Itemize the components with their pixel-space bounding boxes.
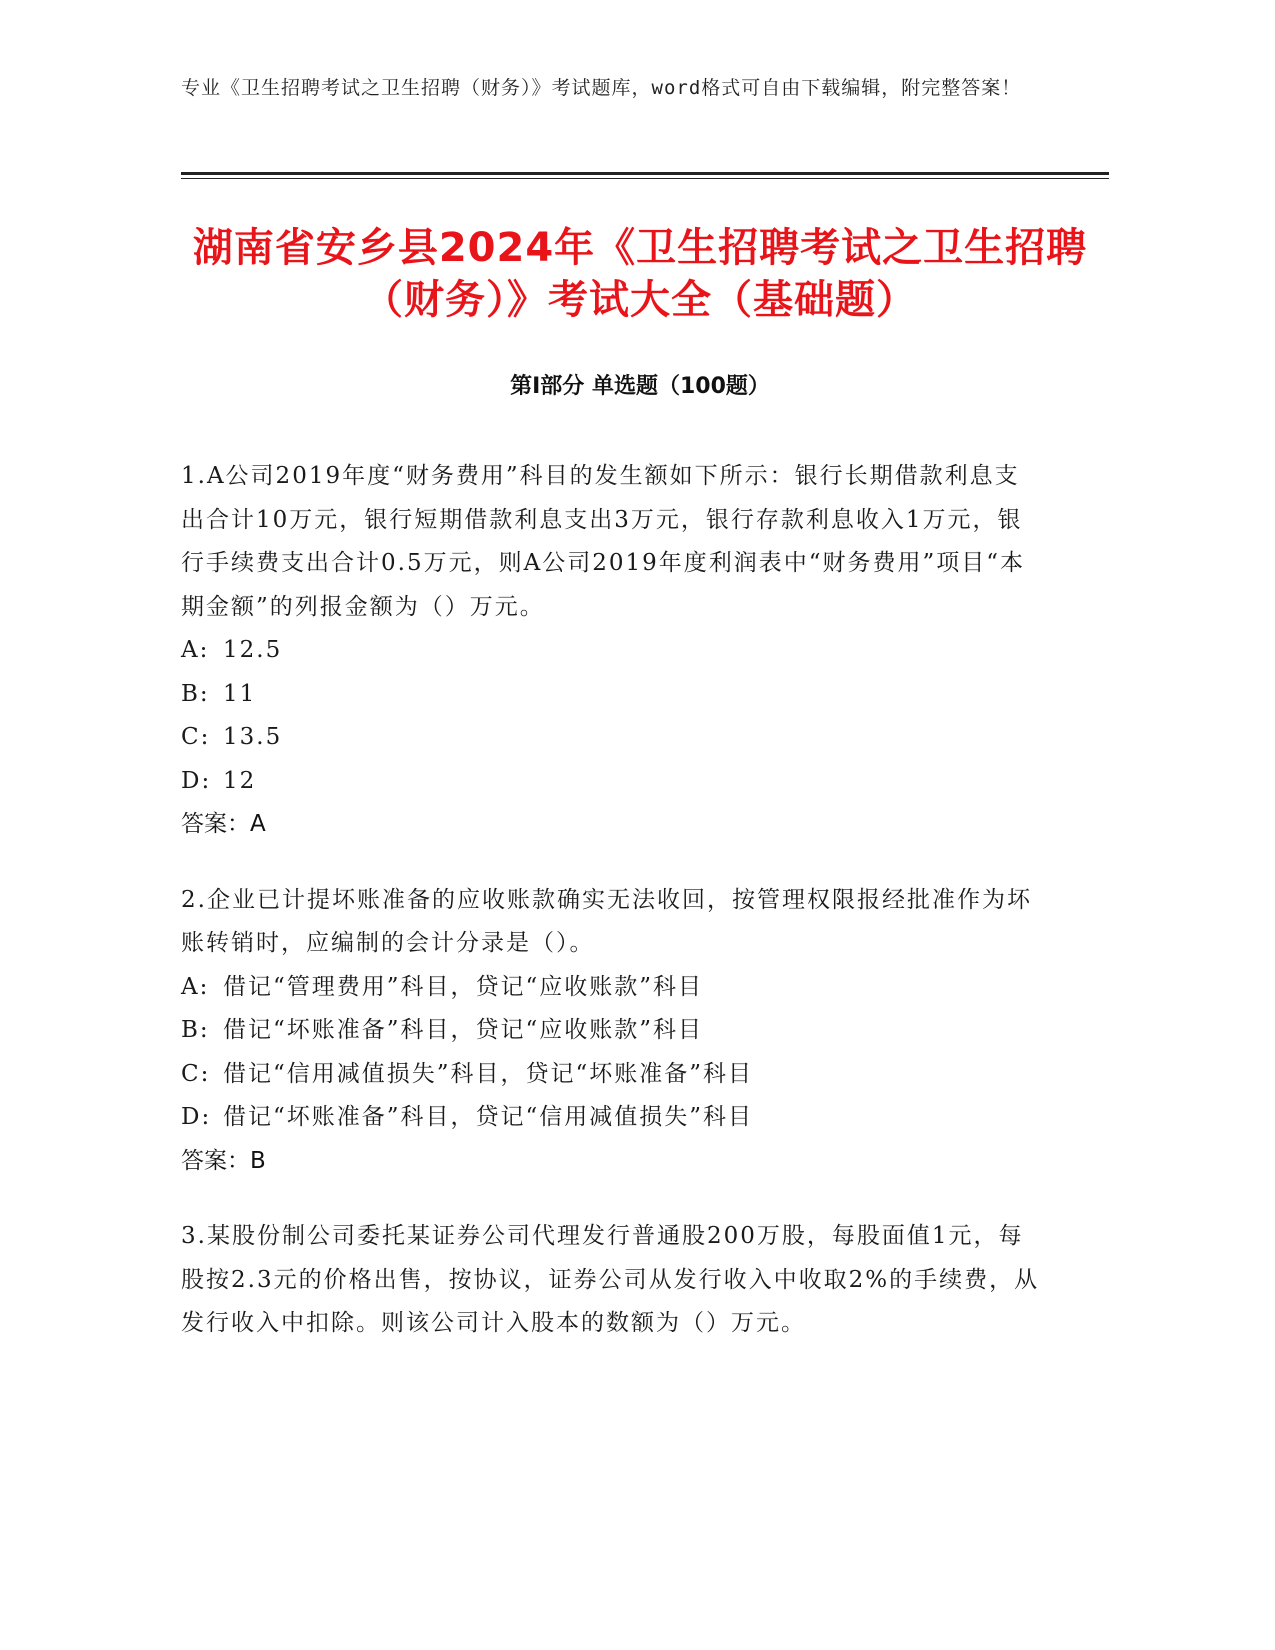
option-c xyxy=(181,716,1041,760)
option-a xyxy=(181,629,1041,673)
option-b xyxy=(181,673,1041,717)
option-key: C: xyxy=(181,1060,211,1087)
option-key: A: xyxy=(181,637,210,663)
header-note: 专业《卫生招聘考试之卫生招聘（财务）》考试题库，word格式可自由下载编辑，附完整答案！ xyxy=(181,77,1022,99)
header-divider xyxy=(181,172,1109,175)
option-text: 借记“坏账准备”科目，贷记“信用减值损失”科目 xyxy=(223,1104,754,1130)
option-d xyxy=(181,760,1041,804)
option-key: B: xyxy=(181,680,210,707)
option-text: 11 xyxy=(223,680,257,707)
answer-label: 答案：A xyxy=(181,811,266,837)
question-stem: 1.A公司2019年度“财务费用”科目的发生额如下所示：银行长期借款利息支出合计10万元，银行短期借款利息支出3万元，银行存款利息收入1万元，银行手续费支出合计0.5万元，则A公司2019年度利润表中“财务费用”项目“本期金额”的列报金额为（）万元。 xyxy=(181,463,1025,620)
option-text: 13.5 xyxy=(223,724,283,750)
option-b xyxy=(181,1009,1041,1053)
question-1 xyxy=(181,455,1041,847)
question-stem: 2.企业已计提坏账准备的应收账款确实无法收回，按管理权限报经批准作为坏账转销时，应编制的会计分录是（）。 xyxy=(181,886,1032,956)
option-a xyxy=(181,966,1041,1010)
option-text: 借记“坏账准备”科目，贷记“应收账款”科目 xyxy=(223,1017,704,1043)
question-list xyxy=(181,455,1041,1378)
option-key: C: xyxy=(181,724,211,750)
document-title: 湖南省安乡县2024年《卫生招聘考试之卫生招聘（财务）》考试大全（基础题） xyxy=(192,225,1088,323)
option-key: D: xyxy=(181,767,212,794)
header-divider-thin xyxy=(181,178,1109,179)
option-key: B: xyxy=(181,1017,210,1043)
option-key: D: xyxy=(181,1104,212,1130)
option-text: 12.5 xyxy=(223,637,283,663)
option-text: 借记“信用减值损失”科目，贷记“坏账准备”科目 xyxy=(223,1060,754,1087)
option-d xyxy=(181,1096,1041,1140)
question-2 xyxy=(181,879,1041,1184)
option-text: 借记“管理费用”科目，贷记“应收账款”科目 xyxy=(223,973,704,1000)
question-3 xyxy=(181,1215,1041,1346)
option-c xyxy=(181,1053,1041,1097)
section-title: 第I部分 单选题（100题） xyxy=(510,374,770,399)
option-key: A: xyxy=(181,973,210,1000)
answer-label: 答案：B xyxy=(181,1147,266,1174)
question-stem: 3.某股份制公司委托某证券公司代理发行普通股200万股，每股面值1元，每股按2.3元的价格出售，按协议，证券公司从发行收入中收取2%的手续费，从发行收入中扣除。则该公司计入股本的数额为（）万元。 xyxy=(181,1223,1040,1336)
option-text: 12 xyxy=(223,767,257,794)
